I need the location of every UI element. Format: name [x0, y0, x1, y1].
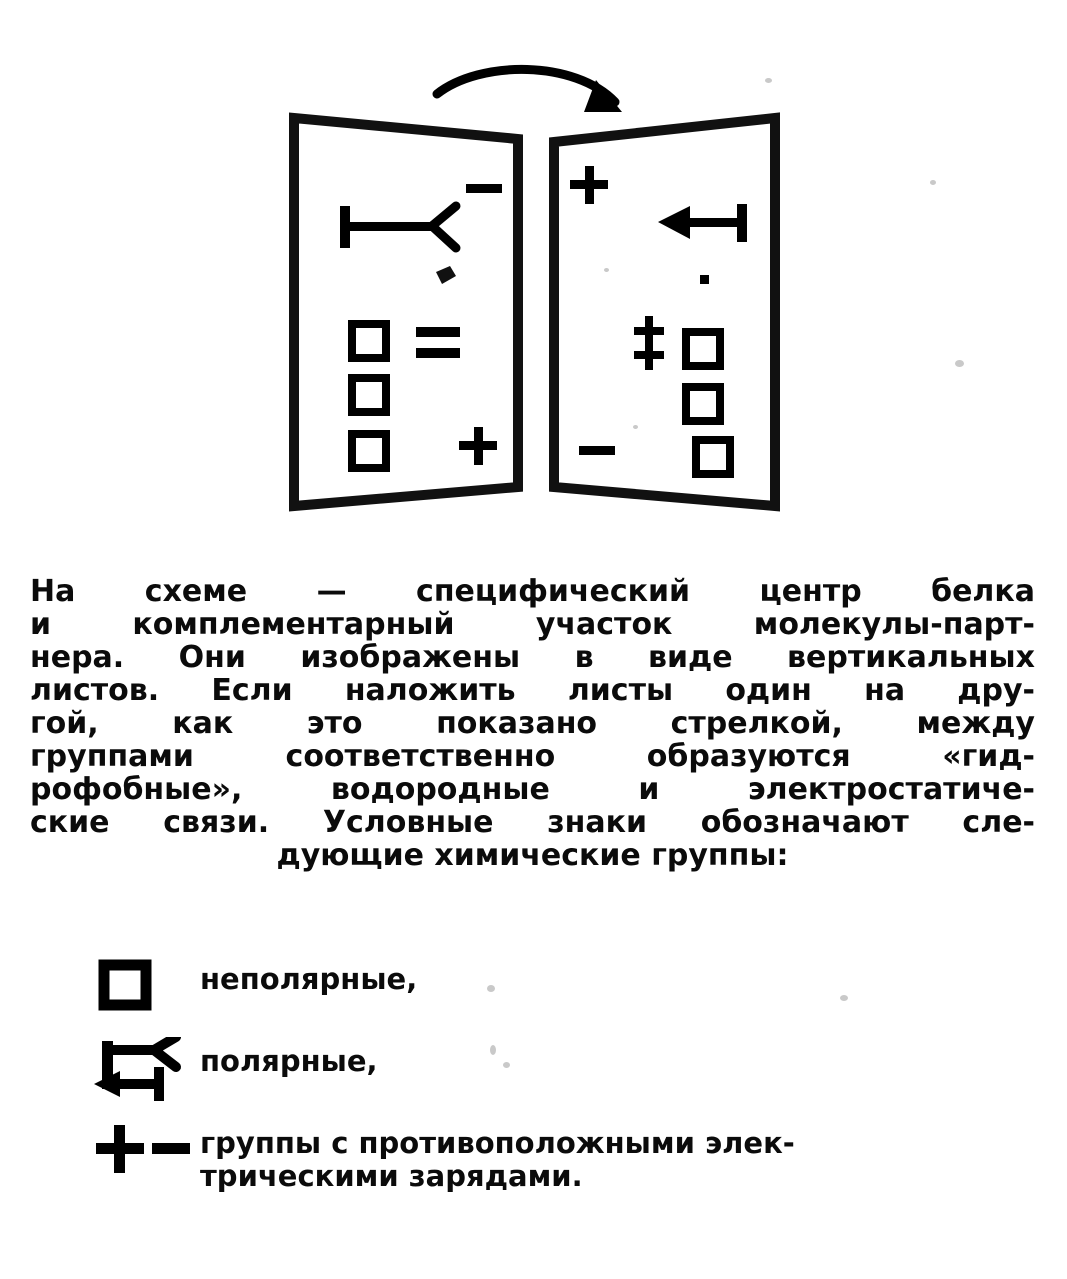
legend-label-line2: трическими зарядами.: [200, 1159, 583, 1193]
minus-sign: [579, 446, 615, 455]
ink-blot: [436, 266, 456, 284]
caption-line: ские связи. Условные знаки обозначают сле-: [30, 805, 1035, 840]
equals-sign: [416, 327, 460, 358]
legend-label-line1: группы с противоположными элек-: [200, 1126, 795, 1160]
square-symbol: [686, 387, 720, 421]
paper-speck: [490, 1045, 496, 1055]
caption-line: дующие химические группы:: [276, 838, 789, 873]
legend-label: полярные,: [200, 1044, 378, 1078]
caption-line: нера. Они изображены в виде вертикальных: [30, 640, 1035, 675]
paper-speck: [604, 268, 609, 272]
caption-block: [30, 575, 1035, 872]
figure-diagram: [0, 0, 1067, 545]
square-icon: [90, 955, 200, 1015]
polar-group-icon: [90, 1037, 200, 1097]
caption-line: рофобные», водородные и электростатиче-: [30, 772, 1035, 807]
square-symbol: [696, 440, 730, 474]
paper-speck: [503, 1062, 510, 1068]
square-symbol: [352, 324, 386, 358]
square-symbol: [352, 378, 386, 412]
paper-speck: [955, 360, 964, 367]
caption-line: гой, как это показано стрелкой, между: [30, 706, 1035, 741]
diagram-svg: [0, 0, 1067, 545]
arrow-left-icon: [658, 204, 747, 242]
plus-sign: [634, 340, 664, 370]
plus-sign: [570, 166, 608, 204]
paper-speck: [930, 180, 936, 185]
legend-block: [90, 955, 1030, 1215]
paper-speck: [765, 78, 772, 83]
legend-item: [90, 955, 1030, 1015]
plus-minus-icon: [90, 1119, 200, 1179]
plus-sign: [459, 427, 497, 465]
caption-line: группами соответственно образуются «гид-: [30, 739, 1035, 774]
polar-group-icon: [340, 206, 456, 248]
caption-line: На схеме — специфический центр белка: [30, 574, 1035, 609]
fold-arrow-icon: [437, 69, 622, 112]
legend-item: [90, 1037, 1030, 1097]
caption-line: и комплементарный участок молекулы-парт-: [30, 607, 1035, 642]
square-symbol: [686, 332, 720, 366]
legend-label: неполярные,: [200, 962, 418, 996]
minus-sign: [466, 184, 502, 193]
paper-speck: [840, 995, 848, 1001]
paper-speck: [633, 425, 638, 429]
caption-line: листов. Если наложить листы один на дру-: [30, 673, 1035, 708]
legend-label: [200, 1119, 795, 1193]
dot-symbol: [700, 275, 709, 284]
left-sheet: [294, 118, 518, 506]
legend-item: [90, 1119, 1030, 1193]
right-sheet: [554, 118, 775, 506]
square-symbol: [352, 434, 386, 468]
paper-speck: [487, 985, 495, 992]
